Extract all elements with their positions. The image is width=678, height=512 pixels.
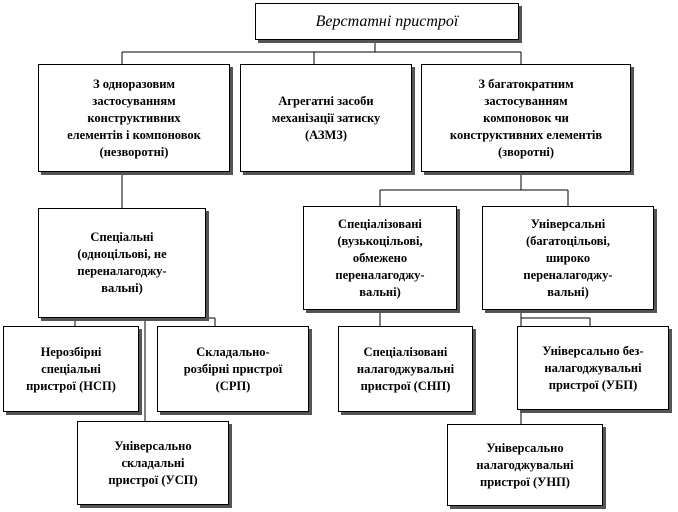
box-specialized	[303, 206, 457, 310]
box-reversible-label: З багатократним застосуванням компоновок чи конструктивних елементів (зворотні)	[449, 76, 603, 159]
box-specialized-label: Спеціалізовані (вузькоцільові, обмежено переналагоджу- вальні)	[335, 216, 425, 299]
box-reversible	[421, 64, 631, 172]
box-ubp-label: Універсально без- налагоджувальні пристрої (УБП)	[542, 343, 644, 392]
box-unp-label: Універсально налагоджувальні пристрої (УНП)	[476, 440, 574, 489]
box-snp	[338, 326, 473, 412]
box-universal-label: Універсальні (багатоцільові, широко переналагоджу- вальні)	[523, 216, 613, 299]
box-special	[38, 208, 206, 318]
box-usp	[77, 421, 229, 505]
box-azmz-label: Агрегатні засоби механізації затиску (АЗМЗ)	[271, 93, 381, 142]
box-non-reversible	[38, 64, 230, 172]
box-universal	[482, 206, 654, 310]
box-srp	[157, 326, 309, 412]
box-snp-label: Спеціалізовані налагоджувальні пристрої (СНП)	[356, 344, 455, 393]
box-ubp	[517, 326, 669, 410]
box-non-reversible-label: З одноразовим застосуванням конструктивних елементів і компоновок (незворотні)	[67, 76, 201, 159]
root-title: Верстатні пристрої	[315, 13, 459, 30]
box-azmz	[240, 64, 412, 172]
box-srp-label: Складально- розбірні пристрої (СРП)	[183, 344, 283, 393]
box-nsp-label: Нерозбірні спеціальні пристрої (НСП)	[26, 344, 116, 393]
box-special-label: Спеціальні (одноцільові, не переналагоджу- вальні)	[77, 230, 167, 295]
box-nsp	[3, 326, 139, 412]
box-unp	[447, 424, 603, 506]
root-box-title	[255, 3, 519, 40]
box-usp-label: Універсально складальні пристрої (УСП)	[108, 438, 198, 487]
